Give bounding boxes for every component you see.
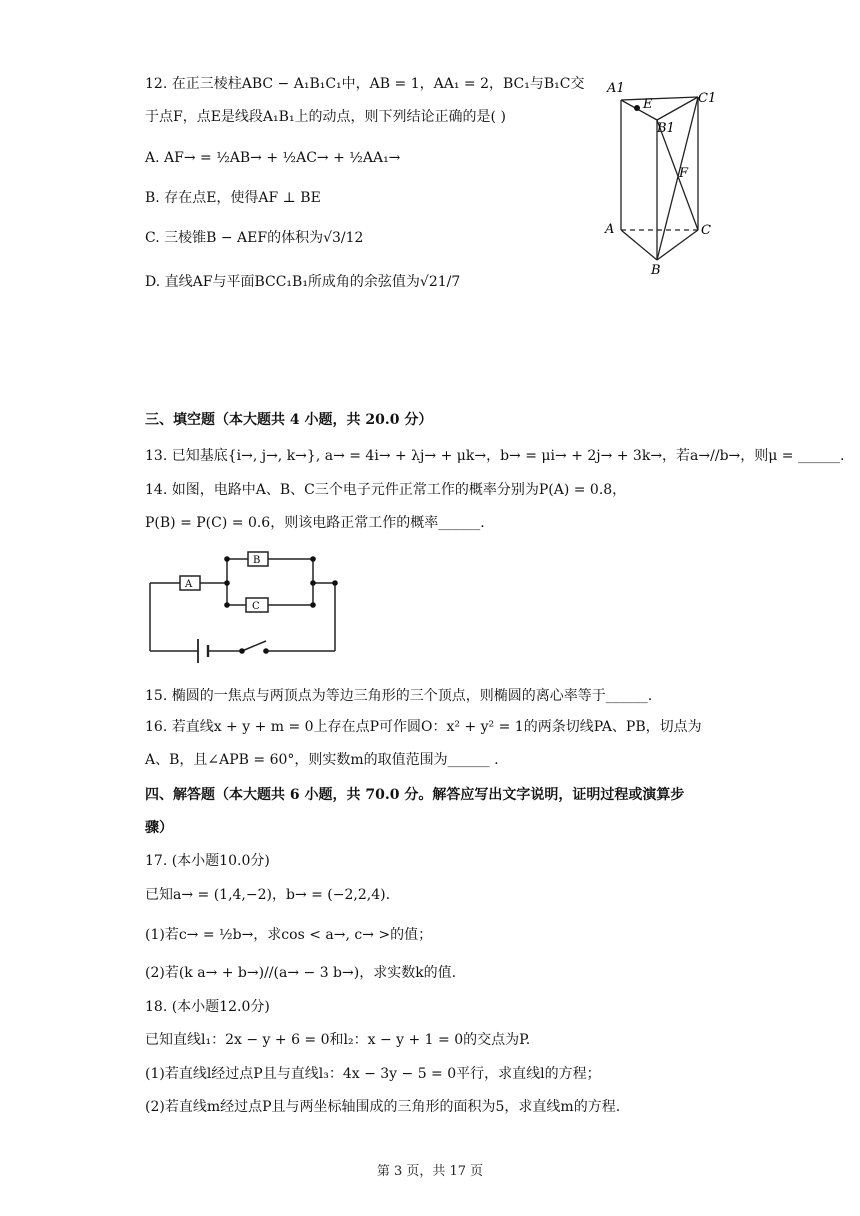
- label-c1: C1: [698, 91, 717, 106]
- section4-heading-line1: 四、解答题（本大题共 6 小题，共 70.0 分。解答应写出文字说明，证明过程或演算步: [145, 787, 685, 803]
- edge-b1-c1: [657, 97, 698, 120]
- q12-option-c: C. 三棱锥B − AEF的体积为√3/12: [145, 230, 364, 246]
- edge-a1-c1: [621, 97, 698, 100]
- q14-text-line1: 14. 如图，电路中A、B、C三个电子元件正常工作的概率分别为P(A) = 0.8，: [145, 482, 627, 498]
- q18-part1: (1)若直线l经过点P且与直线l₃：4x − 3y − 5 = 0平行，求直线l的方程；: [145, 1066, 601, 1082]
- label-a: A: [605, 222, 615, 237]
- q15-text: 15. 椭圆的一焦点与两顶点为等边三角形的三个顶点，则椭圆的离心率等于______.: [145, 688, 653, 704]
- q16-text-line1: 16. 若直线x + y + m = 0上存在点P可作圆O：x² + y² = 1的两条切线PA、PB，切点为: [145, 719, 702, 735]
- label-c: C: [701, 223, 711, 238]
- q12-option-b: B. 存在点E，使得AF ⊥ BE: [145, 190, 321, 206]
- q18-title: 18. (本小题12.0分): [145, 999, 270, 1015]
- q12-stem-line2: 于点F，点E是线段A₁B₁上的动点，则下列结论正确的是( ): [145, 109, 506, 125]
- circuit-diagram: [140, 545, 350, 670]
- component-b-label: B: [253, 555, 261, 566]
- page-footer: 第 3 页，共 17 页: [376, 1164, 484, 1179]
- edge-a-b: [621, 230, 657, 260]
- component-a-label: A: [185, 579, 193, 590]
- q18-stem: 已知直线l₁：2x − y + 6 = 0和l₂：x − y + 1 = 0的交点为P.: [145, 1032, 531, 1048]
- q17-part2: (2)若(k a→ + b→)//(a→ − 3 b→)，求实数k的值.: [145, 965, 457, 981]
- q12-option-a: A. AF→ = ½AB→ + ½AC→ + ½AA₁→: [145, 150, 401, 166]
- section4-heading-line2: 骤）: [145, 820, 173, 836]
- label-f: F: [679, 166, 689, 181]
- q12-option-d: D. 直线AF与平面BCC₁B₁所成角的余弦值为√21/7: [145, 274, 461, 290]
- label-a1: A1: [607, 81, 625, 96]
- label-e: E: [643, 97, 653, 112]
- q17-title: 17. (本小题10.0分): [145, 853, 270, 869]
- q17-stem: 已知a→ = (1,4,−2)，b→ = (−2,2,4).: [145, 887, 391, 903]
- point-e: [634, 105, 640, 111]
- label-b1: B1: [657, 121, 675, 136]
- q12-stem-line1: 12. 在正三棱柱ABC − A₁B₁C₁中，AB = 1，AA₁ = 2，BC₁与B₁C交: [145, 76, 585, 92]
- q18-part2: (2)若直线m经过点P且与两坐标轴围成的三角形的面积为5，求直线m的方程.: [145, 1099, 621, 1115]
- q16-text-line2: A、B，且∠APB = 60°，则实数m的取值范围为______ .: [145, 752, 499, 768]
- label-b: B: [651, 263, 661, 278]
- q13-text: 13. 已知基底{i→, j→, k→}, a→ = 4i→ + λj→ + μk→，b→ = μi→ + 2j→ + 3k→，若a→//b→，则μ = ______.: [145, 448, 845, 464]
- prism-figure: [595, 70, 725, 280]
- section3-heading: 三、填空题（本大题共 4 小题，共 20.0 分）: [145, 412, 433, 428]
- component-c-label: C: [252, 601, 260, 612]
- q17-part1: (1)若c→ = ½b→，求cos < a→, c→ >的值；: [145, 927, 433, 943]
- diag-b1-c: [657, 120, 698, 230]
- q14-text-line2: P(B) = P(C) = 0.6，则该电路正常工作的概率______.: [145, 515, 485, 531]
